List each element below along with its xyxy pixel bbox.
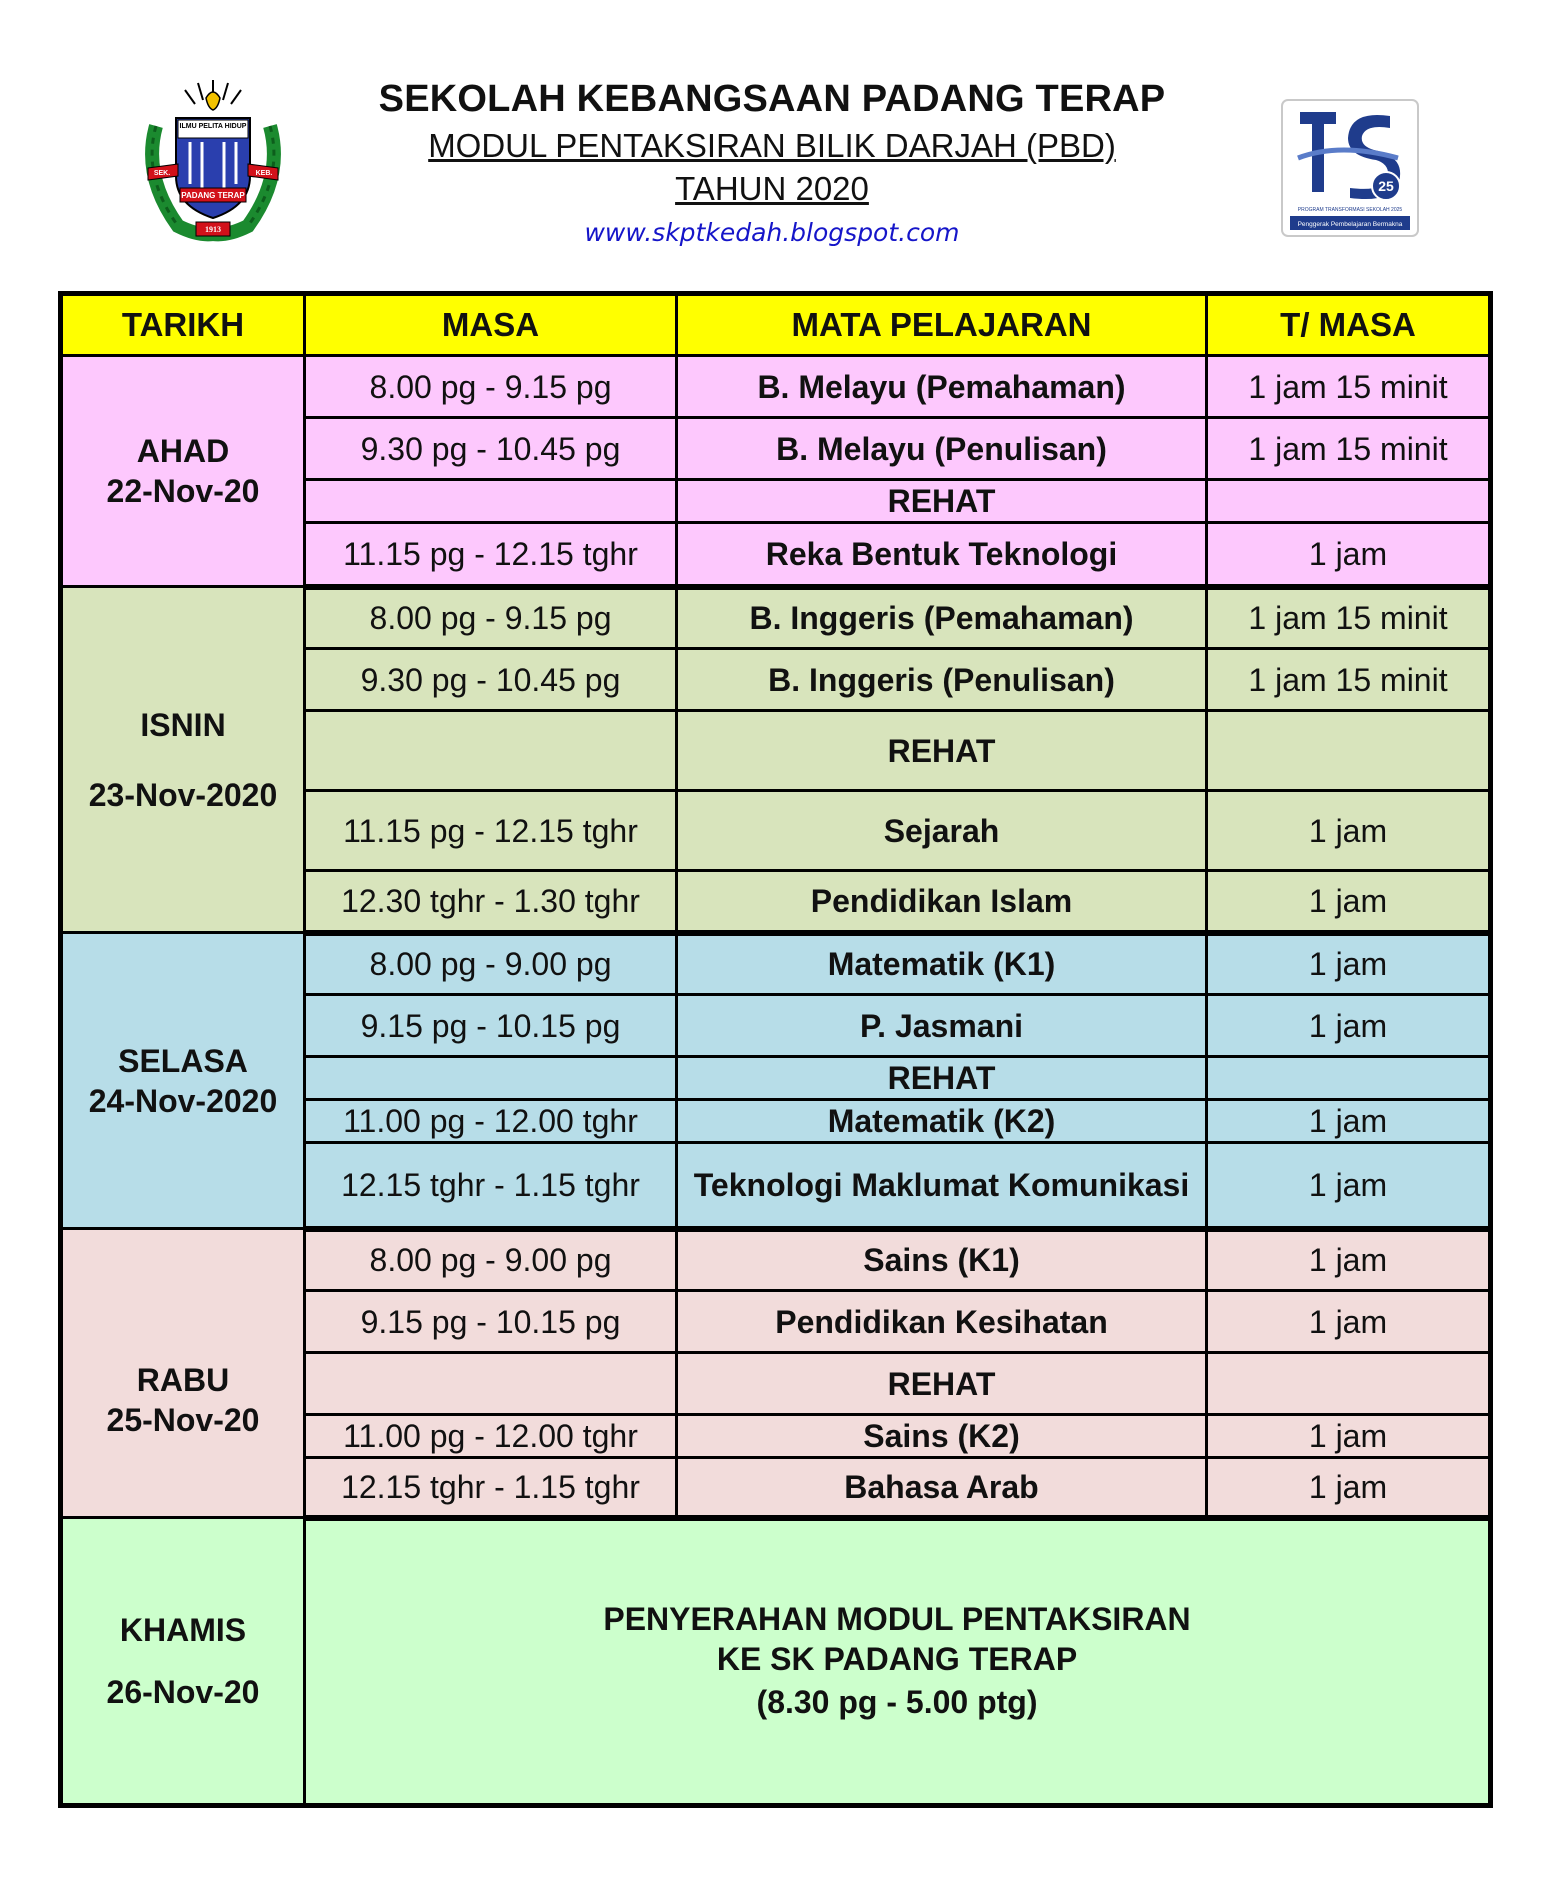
exam-schedule-table xyxy=(58,291,1493,1808)
ts25-logo-icon xyxy=(1280,98,1420,238)
duration-cell: 1 jam xyxy=(1207,1415,1491,1458)
module-subtitle: MODUL PENTAKSIRAN BILIK DARJAH (PBD) xyxy=(428,127,1116,164)
subject-cell: Sains (K1) xyxy=(677,1229,1207,1291)
subject-cell: Sejarah xyxy=(677,791,1207,871)
subject-cell: REHAT xyxy=(677,1353,1207,1415)
duration-cell xyxy=(1207,1057,1491,1100)
subject-cell: B. Inggeris (Pemahaman) xyxy=(677,587,1207,649)
table-header-row xyxy=(61,294,1491,356)
svg-text:ILMU PELITA HIDUP: ILMU PELITA HIDUP xyxy=(179,123,247,130)
subject-cell: Teknologi Maklumat Komunikasi xyxy=(677,1143,1207,1229)
svg-text:KEB.: KEB. xyxy=(255,170,273,177)
duration-cell: 1 jam xyxy=(1207,1291,1491,1353)
table-row xyxy=(61,933,1491,995)
time-cell: 11.15 pg - 12.15 tghr xyxy=(305,523,677,587)
day-name: RABU xyxy=(136,1362,230,1398)
time-cell: 12.30 tghr - 1.30 tghr xyxy=(305,871,677,933)
table-row xyxy=(61,587,1491,649)
subject-cell: REHAT xyxy=(677,480,1207,523)
table-row xyxy=(61,356,1491,418)
duration-cell: 1 jam 15 minit xyxy=(1207,587,1491,649)
svg-text:Penggerak Pembelajaran Bermakn: Penggerak Pembelajaran Bermakna xyxy=(1297,221,1403,228)
day-date: 26-Nov-20 xyxy=(106,1674,260,1710)
note-line-3: (8.30 pg - 5.00 ptg) xyxy=(756,1683,1038,1720)
website-link[interactable]: www.skptkedah.blogspot.com xyxy=(584,218,960,247)
duration-cell xyxy=(1207,480,1491,523)
header-t-masa: T/ MASA xyxy=(1207,294,1491,356)
duration-cell: 1 jam xyxy=(1207,523,1491,587)
subject-cell: Bahasa Arab xyxy=(677,1458,1207,1518)
time-cell xyxy=(305,1353,677,1415)
time-cell: 11.00 pg - 12.00 tghr xyxy=(305,1415,677,1458)
day-cell-khamis xyxy=(61,1518,305,1806)
duration-cell xyxy=(1207,1353,1491,1415)
time-cell: 12.15 tghr - 1.15 tghr xyxy=(305,1458,677,1518)
duration-cell xyxy=(1207,711,1491,791)
duration-cell: 1 jam xyxy=(1207,1100,1491,1143)
svg-text:25: 25 xyxy=(1378,178,1394,194)
svg-text:1913: 1913 xyxy=(205,225,221,234)
time-cell: 11.00 pg - 12.00 tghr xyxy=(305,1100,677,1143)
time-cell: 9.15 pg - 10.15 pg xyxy=(305,1291,677,1353)
school-title: SEKOLAH KEBANGSAAN PADANG TERAP xyxy=(378,78,1166,120)
subject-cell: Sains (K2) xyxy=(677,1415,1207,1458)
day-name: KHAMIS xyxy=(119,1612,247,1648)
day-cell-rabu xyxy=(61,1229,305,1518)
subject-cell: REHAT xyxy=(677,1057,1207,1100)
note-line-2: KE SK PADANG TERAP xyxy=(716,1640,1078,1677)
day-date: 24-Nov-2020 xyxy=(88,1082,278,1119)
svg-text:SEK.: SEK. xyxy=(153,170,171,177)
time-cell: 9.30 pg - 10.45 pg xyxy=(305,418,677,480)
svg-text:PADANG TERAP: PADANG TERAP xyxy=(181,191,245,200)
duration-cell: 1 jam xyxy=(1207,1458,1491,1518)
time-cell xyxy=(305,711,677,791)
day-date: 25-Nov-20 xyxy=(106,1402,260,1438)
duration-cell: 1 jam xyxy=(1207,871,1491,933)
duration-cell: 1 jam xyxy=(1207,933,1491,995)
day-name: ISNIN xyxy=(140,706,226,743)
day-cell-selasa xyxy=(61,933,305,1229)
duration-cell: 1 jam xyxy=(1207,1229,1491,1291)
time-cell xyxy=(305,480,677,523)
subject-cell: REHAT xyxy=(677,711,1207,791)
duration-cell: 1 jam xyxy=(1207,1143,1491,1229)
header-masa: MASA xyxy=(305,294,677,356)
subject-cell: B. Inggeris (Penulisan) xyxy=(677,649,1207,711)
duration-cell: 1 jam xyxy=(1207,791,1491,871)
day-cell-ahad xyxy=(61,356,305,587)
table-row xyxy=(61,1229,1491,1291)
duration-cell: 1 jam xyxy=(1207,995,1491,1057)
duration-cell: 1 jam 15 minit xyxy=(1207,649,1491,711)
school-crest-icon xyxy=(138,76,288,244)
svg-text:PROGRAM TRANSFORMASI SEKOLAH 2: PROGRAM TRANSFORMASI SEKOLAH 2025 xyxy=(1297,207,1403,213)
submission-note xyxy=(305,1518,1491,1806)
day-name: SELASA xyxy=(118,1042,248,1079)
time-cell: 8.00 pg - 9.15 pg xyxy=(305,356,677,418)
subject-cell: Pendidikan Kesihatan xyxy=(677,1291,1207,1353)
day-cell-isnin xyxy=(61,587,305,933)
day-date: 23-Nov-2020 xyxy=(88,776,278,813)
day-name: AHAD xyxy=(136,433,230,469)
day-date: 22-Nov-20 xyxy=(106,473,260,509)
time-cell: 11.15 pg - 12.15 tghr xyxy=(305,791,677,871)
note-line-1: PENYERAHAN MODUL PENTAKSIRAN xyxy=(603,1600,1191,1637)
subject-cell: B. Melayu (Pemahaman) xyxy=(677,356,1207,418)
subject-cell: Matematik (K1) xyxy=(677,933,1207,995)
header-mata-pelajaran: MATA PELAJARAN xyxy=(677,294,1207,356)
time-cell: 8.00 pg - 9.00 pg xyxy=(305,933,677,995)
table-row xyxy=(61,1518,1491,1806)
subject-cell: B. Melayu (Penulisan) xyxy=(677,418,1207,480)
duration-cell: 1 jam 15 minit xyxy=(1207,418,1491,480)
duration-cell: 1 jam 15 minit xyxy=(1207,356,1491,418)
time-cell: 8.00 pg - 9.15 pg xyxy=(305,587,677,649)
subject-cell: P. Jasmani xyxy=(677,995,1207,1057)
time-cell xyxy=(305,1057,677,1100)
time-cell: 9.15 pg - 10.15 pg xyxy=(305,995,677,1057)
page-header xyxy=(0,0,1544,270)
year-label: TAHUN 2020 xyxy=(675,170,869,207)
subject-cell: Matematik (K2) xyxy=(677,1100,1207,1143)
subject-cell: Pendidikan Islam xyxy=(677,871,1207,933)
time-cell: 12.15 tghr - 1.15 tghr xyxy=(305,1143,677,1229)
time-cell: 9.30 pg - 10.45 pg xyxy=(305,649,677,711)
time-cell: 8.00 pg - 9.00 pg xyxy=(305,1229,677,1291)
header-tarikh: TARIKH xyxy=(61,294,305,356)
subject-cell: Reka Bentuk Teknologi xyxy=(677,523,1207,587)
